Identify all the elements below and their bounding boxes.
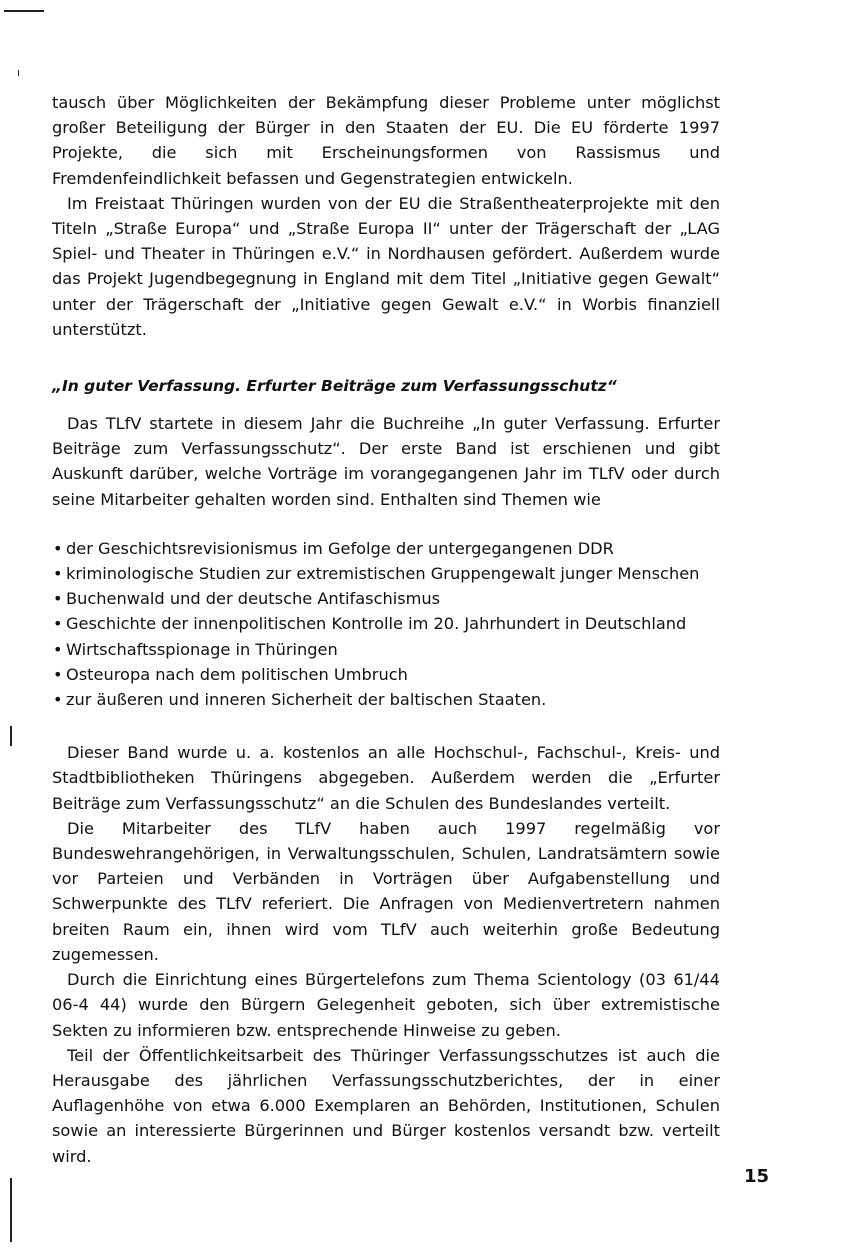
paragraph-thuringia-projects: Im Freistaat Thüringen wurden von der EU die Straßentheaterprojekte mit den Titeln „Straße Europa“ und „Straße Europa II“ unter der Trägerschaft der „LAG Spiel- und Theater in Thüringen e.V.“ in Nordhausen gefördert. Außerdem wurde das Projekt Jugendbegegnung in England mit dem Titel „Initiative gegen Gewalt“ unter der Trägerschaft der „Initiative gegen Gewalt e.V.“ in Worbis finanziell unterstützt. bbox=[52, 193, 720, 339]
list-item: • Osteuropa nach dem politischen Umbruch bbox=[52, 662, 720, 687]
list-item: • kriminologische Studien zur extremistischen Gruppengewalt junger Menschen bbox=[52, 561, 720, 586]
section-heading: „In guter Verfassung. Erfurter Beiträge zum Verfassungsschutz“ bbox=[52, 377, 617, 396]
page-number: 15 bbox=[744, 1166, 770, 1187]
scan-mark-left-mid bbox=[10, 726, 12, 746]
bullet-icon: • bbox=[53, 639, 63, 659]
list-item: • Buchenwald und der deutsche Antifaschismus bbox=[52, 586, 720, 611]
scan-mark-top bbox=[4, 10, 44, 12]
paragraph-book-series: Das TLfV startete in diesem Jahr die Buchreihe „In guter Verfassung. Erfurter Beiträge zum Verfassungsschutz“. Der erste Band ist erschienen und gibt Auskunft darüber, welche Vorträge im vorangegangenen Jahr im TLfV oder durch seine Mitarbeiter gehalten worden sind. Enthalten sind Themen wie bbox=[52, 414, 720, 509]
list-item: • der Geschichtsrevisionismus im Gefolge der untergegangenen DDR bbox=[52, 536, 720, 561]
paragraph-distribution: Dieser Band wurde u. a. kostenlos an alle Hochschul-, Fachschul-, Kreis- und Stadtbibliotheken Thüringens abgegeben. Außerdem werden die „Erfurter Beiträge zum Verfassungsschutz“ an die Schulen des Bundeslandes verteilt. bbox=[52, 743, 720, 813]
bullet-icon: • bbox=[53, 589, 63, 609]
list-item: • Wirtschaftsspionage in Thüringen bbox=[52, 637, 720, 662]
document-page bbox=[52, 90, 720, 1169]
list-item: • zur äußeren und inneren Sicherheit der baltischen Staaten. bbox=[52, 687, 720, 712]
paragraph-lectures: Die Mitarbeiter des TLfV haben auch 1997 regelmäßig vor Bundeswehrangehörigen, in Verwaltungsschulen, Schulen, Landratsämtern sowie vor Parteien und Verbänden in Vorträgen über Aufgabenstellung und Schwerpunkte des TLfV referiert. Die Anfragen von Medienvertretern nahmen breiten Raum ein, ihnen wird vom TLfV auch weiterhin große Bedeutung zugemessen. bbox=[52, 818, 720, 964]
bullet-icon: • bbox=[53, 564, 63, 584]
bullet-icon: • bbox=[53, 614, 63, 634]
bullet-icon: • bbox=[53, 690, 63, 710]
bullet-icon: • bbox=[53, 538, 63, 558]
paragraph-eu-projects: tausch über Möglichkeiten der Bekämpfung dieser Probleme unter möglichst großer Beteiligung der Bürger in den Staaten der EU. Die EU förderte 1997 Projekte, die sich mit Erscheinungsformen von Rassismus und Fremdenfeindlichkeit befassen und Gegenstrategien entwickeln. bbox=[52, 93, 720, 188]
list-item: • Geschichte der innenpolitischen Kontrolle im 20. Jahrhundert in Deutschland bbox=[52, 611, 720, 636]
bullet-icon: • bbox=[53, 664, 63, 684]
scan-mark-left-bottom bbox=[10, 1178, 12, 1242]
scan-mark-left-small bbox=[18, 70, 19, 76]
paragraph-annual-report: Teil der Öffentlichkeitsarbeit des Thüringer Verfassungsschutzes ist auch die Herausgabe des jährlichen Verfassungsschutzberichtes, der in einer Auflagenhöhe von etwa 6.000 Exemplaren an Behörden, Institutionen, Schulen sowie an interessierte Bürgerinnen und Bürger kostenlos versandt bzw. verteilt wird. bbox=[52, 1045, 720, 1166]
topic-list bbox=[52, 536, 720, 712]
paragraph-hotline: Durch die Einrichtung eines Bürgertelefons zum Thema Scientology (03 61/44 06-4 44) wurde den Bürgern Gelegenheit geboten, sich über extremistische Sekten zu informieren bzw. entsprechende Hinweise zu geben. bbox=[52, 970, 720, 1040]
